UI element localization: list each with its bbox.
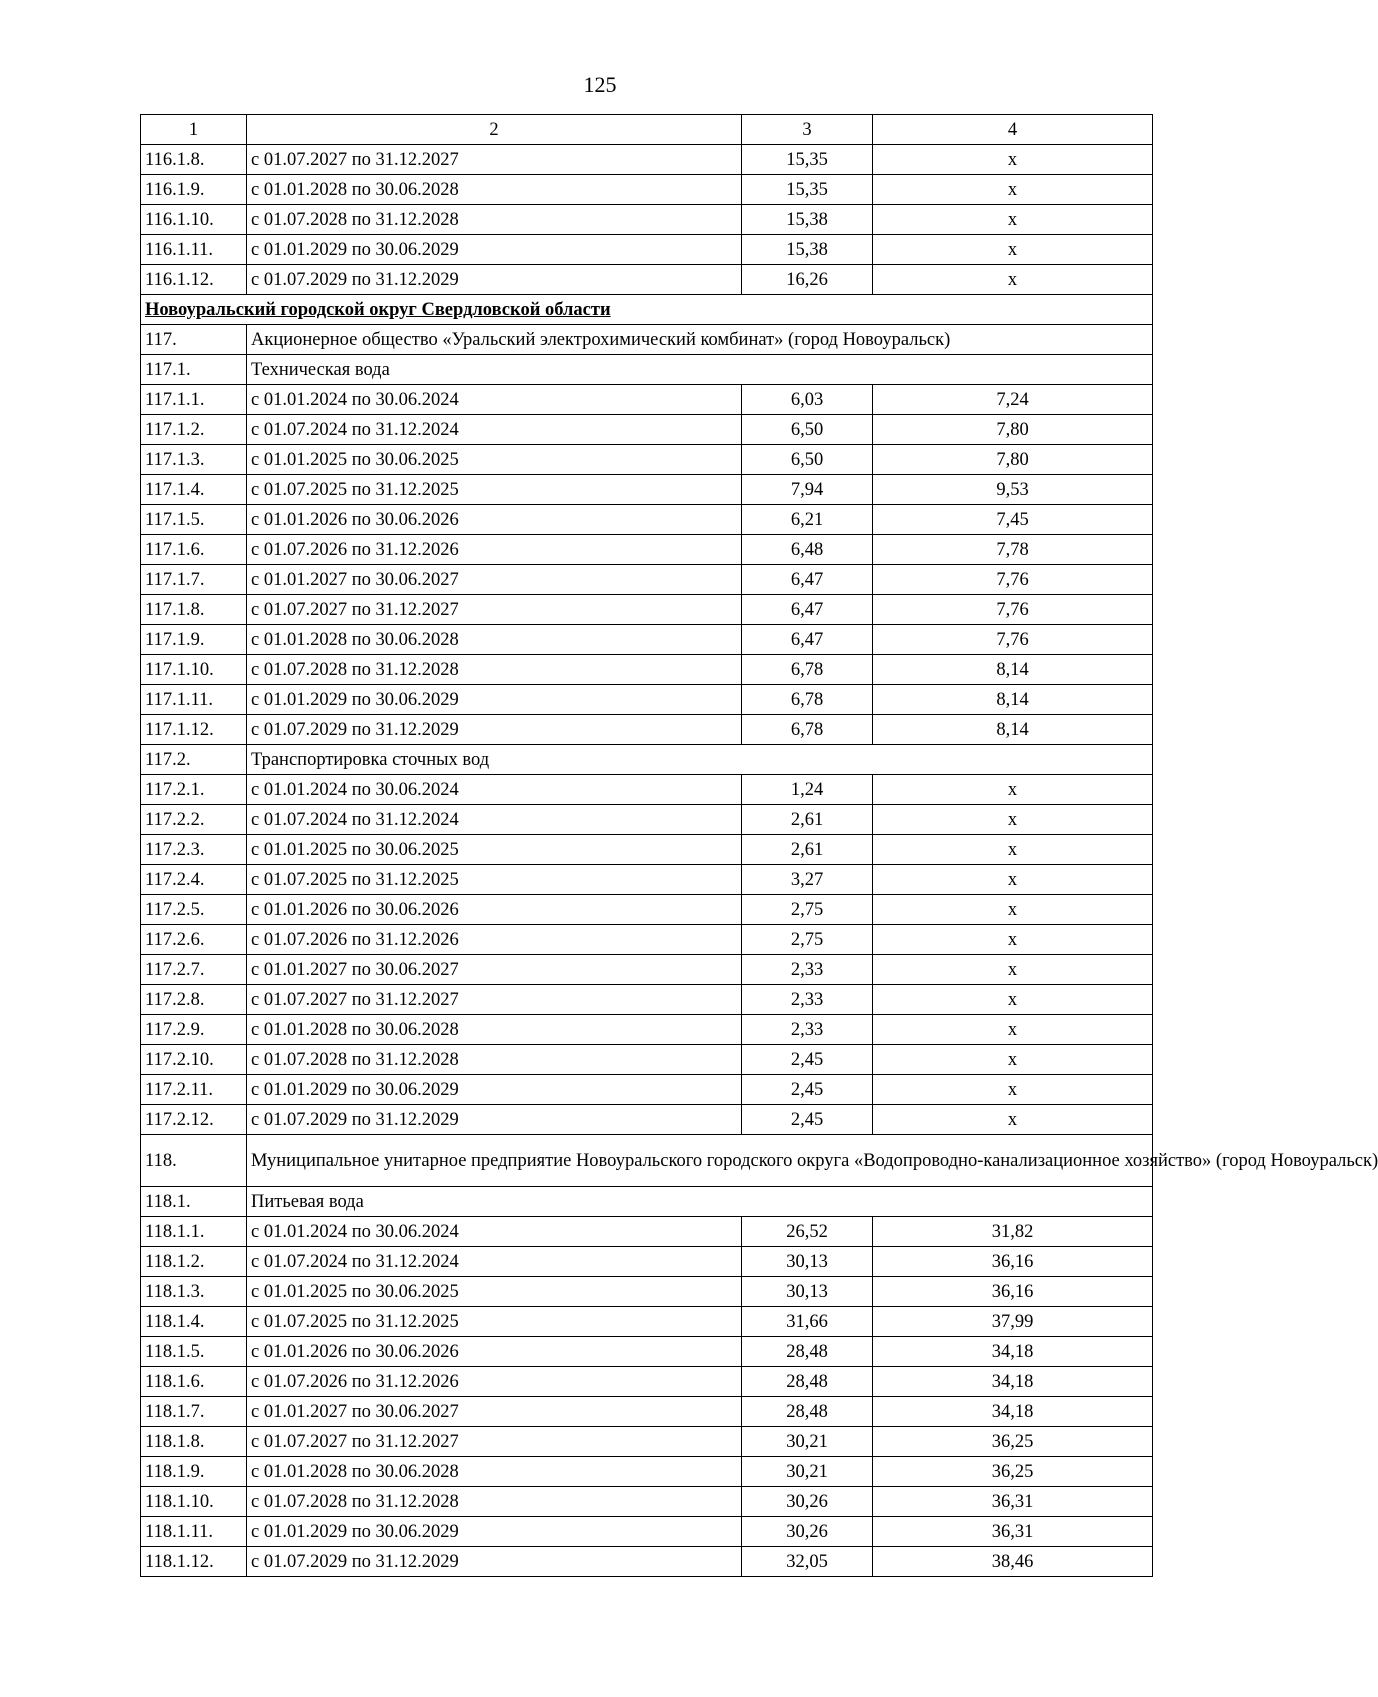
table-row (141, 385, 1153, 415)
tariff-table (140, 114, 1378, 1577)
row-value-col3: 6,47 (742, 565, 873, 595)
row-period: с 01.07.2026 по 31.12.2026 (247, 925, 742, 955)
table-row (141, 1075, 1153, 1105)
row-value-col4: х (873, 1045, 1153, 1075)
table-row (141, 865, 1153, 895)
row-value-col3: 2,75 (742, 895, 873, 925)
row-period: с 01.01.2029 по 30.06.2029 (247, 685, 742, 715)
row-value-col4: 36,16 (873, 1277, 1153, 1307)
row-value-col3: 6,78 (742, 655, 873, 685)
table-row (141, 1277, 1153, 1307)
row-value-col4: 9,53 (873, 475, 1153, 505)
row-value-col3: 2,75 (742, 925, 873, 955)
row-value-col4: 31,82 (873, 1217, 1153, 1247)
row-period: с 01.07.2024 по 31.12.2024 (247, 1247, 742, 1277)
table-row (141, 655, 1153, 685)
table-row (141, 235, 1153, 265)
row-period: с 01.07.2025 по 31.12.2025 (247, 1307, 742, 1337)
row-period: с 01.01.2026 по 30.06.2026 (247, 895, 742, 925)
row-value-col3: 6,50 (742, 445, 873, 475)
row-number: 117.2.1. (141, 775, 247, 805)
row-period: с 01.01.2025 по 30.06.2025 (247, 445, 742, 475)
table-row (141, 1045, 1153, 1075)
table-row (141, 955, 1153, 985)
row-number: 117.2.8. (141, 985, 247, 1015)
row-value-col4: х (873, 205, 1153, 235)
row-period: с 01.01.2027 по 30.06.2027 (247, 1397, 742, 1427)
row-number: 118.1.3. (141, 1277, 247, 1307)
row-number: 116.1.9. (141, 175, 247, 205)
row-value-col3: 6,21 (742, 505, 873, 535)
row-number: 117.2.6. (141, 925, 247, 955)
row-number: 117.1.6. (141, 535, 247, 565)
table-row (141, 925, 1153, 955)
row-value-col3: 15,38 (742, 235, 873, 265)
table-row (141, 1307, 1153, 1337)
row-period: с 01.01.2028 по 30.06.2028 (247, 625, 742, 655)
row-value-col3: 28,48 (742, 1397, 873, 1427)
table-row (141, 985, 1153, 1015)
column-header-3: 3 (742, 115, 873, 145)
row-value-col3: 6,78 (742, 685, 873, 715)
row-number: 117.1.3. (141, 445, 247, 475)
row-value-col4: 7,76 (873, 625, 1153, 655)
table-row (141, 775, 1153, 805)
row-value-col3: 16,26 (742, 265, 873, 295)
row-number: 116.1.10. (141, 205, 247, 235)
row-value-col3: 2,61 (742, 835, 873, 865)
row-value-col3: 30,26 (742, 1487, 873, 1517)
section-number: 117. (141, 325, 247, 355)
tariff-table-body (141, 115, 1378, 1577)
row-number: 117.1.9. (141, 625, 247, 655)
row-value-col4: х (873, 775, 1153, 805)
row-value-col3: 32,05 (742, 1547, 873, 1577)
row-number: 117.1.1. (141, 385, 247, 415)
table-row (141, 205, 1153, 235)
row-value-col4: х (873, 1105, 1153, 1135)
row-value-col3: 31,66 (742, 1307, 873, 1337)
row-period: с 01.07.2027 по 31.12.2027 (247, 595, 742, 625)
row-value-col3: 30,13 (742, 1277, 873, 1307)
row-value-col4: х (873, 1015, 1153, 1045)
row-number: 117.2.2. (141, 805, 247, 835)
row-period: с 01.01.2026 по 30.06.2026 (247, 1337, 742, 1367)
table-row (141, 835, 1153, 865)
row-number: 117.2.3. (141, 835, 247, 865)
row-value-col4: 7,80 (873, 415, 1153, 445)
row-value-col4: 7,78 (873, 535, 1153, 565)
table-row (141, 175, 1153, 205)
row-period: с 01.07.2029 по 31.12.2029 (247, 1547, 742, 1577)
page-number: 125 (583, 72, 617, 97)
section-title: Техническая вода (247, 355, 1153, 385)
row-period: с 01.07.2026 по 31.12.2026 (247, 1367, 742, 1397)
table-row (141, 1337, 1153, 1367)
row-period: с 01.07.2027 по 31.12.2027 (247, 145, 742, 175)
row-value-col3: 6,47 (742, 595, 873, 625)
table-row (141, 1487, 1153, 1517)
row-number: 117.1.2. (141, 415, 247, 445)
row-period: с 01.07.2028 по 31.12.2028 (247, 1487, 742, 1517)
table-row (141, 595, 1153, 625)
row-number: 118.1.1. (141, 1217, 247, 1247)
row-value-col4: х (873, 865, 1153, 895)
row-number: 117.1.5. (141, 505, 247, 535)
table-row (141, 535, 1153, 565)
row-value-col4: 8,14 (873, 685, 1153, 715)
row-value-col3: 15,38 (742, 205, 873, 235)
row-period: с 01.01.2025 по 30.06.2025 (247, 1277, 742, 1307)
row-value-col4: х (873, 835, 1153, 865)
row-number: 117.2.10. (141, 1045, 247, 1075)
row-value-col3: 15,35 (742, 175, 873, 205)
row-period: с 01.07.2026 по 31.12.2026 (247, 535, 742, 565)
table-row (141, 565, 1153, 595)
section-row (141, 1187, 1153, 1217)
row-value-col3: 26,52 (742, 1217, 873, 1247)
row-number: 117.2.9. (141, 1015, 247, 1045)
table-row (141, 1397, 1153, 1427)
row-period: с 01.07.2024 по 31.12.2024 (247, 415, 742, 445)
row-number: 117.2.5. (141, 895, 247, 925)
row-value-col3: 28,48 (742, 1367, 873, 1397)
row-value-col4: 36,31 (873, 1517, 1153, 1547)
row-value-col4: 38,46 (873, 1547, 1153, 1577)
row-number: 117.1.11. (141, 685, 247, 715)
section-number: 118.1. (141, 1187, 247, 1217)
row-value-col3: 2,45 (742, 1045, 873, 1075)
row-value-col3: 30,21 (742, 1457, 873, 1487)
section-title: Акционерное общество «Уральский электрохимический комбинат» (город Новоуральск) (247, 325, 1153, 355)
table-row (141, 265, 1153, 295)
row-value-col4: 36,31 (873, 1487, 1153, 1517)
row-value-col4: 7,76 (873, 565, 1153, 595)
row-value-col4: 34,18 (873, 1367, 1153, 1397)
row-number: 118.1.7. (141, 1397, 247, 1427)
row-value-col4: 8,14 (873, 715, 1153, 745)
row-period: с 01.01.2025 по 30.06.2025 (247, 835, 742, 865)
row-number: 118.1.10. (141, 1487, 247, 1517)
table-row (141, 445, 1153, 475)
row-value-col4: 37,99 (873, 1307, 1153, 1337)
row-value-col3: 28,48 (742, 1337, 873, 1367)
row-period: с 01.01.2028 по 30.06.2028 (247, 1457, 742, 1487)
table-row (141, 805, 1153, 835)
row-period: с 01.01.2024 по 30.06.2024 (247, 385, 742, 415)
table-row (141, 1427, 1153, 1457)
row-value-col3: 30,13 (742, 1247, 873, 1277)
row-period: с 01.01.2027 по 30.06.2027 (247, 955, 742, 985)
row-period: с 01.07.2028 по 31.12.2028 (247, 205, 742, 235)
row-value-col4: х (873, 175, 1153, 205)
row-value-col3: 7,94 (742, 475, 873, 505)
row-value-col4: х (873, 805, 1153, 835)
column-header-4: 4 (873, 115, 1153, 145)
table-row (141, 1105, 1153, 1135)
row-value-col3: 1,24 (742, 775, 873, 805)
row-number: 116.1.8. (141, 145, 247, 175)
table-row (141, 1457, 1153, 1487)
row-value-col3: 6,78 (742, 715, 873, 745)
table-row (141, 625, 1153, 655)
row-value-col4: 34,18 (873, 1397, 1153, 1427)
row-value-col4: х (873, 895, 1153, 925)
row-value-col3: 2,33 (742, 955, 873, 985)
row-period: с 01.07.2029 по 31.12.2029 (247, 1105, 742, 1135)
row-value-col3: 30,21 (742, 1427, 873, 1457)
table-row (141, 415, 1153, 445)
row-period: с 01.01.2028 по 30.06.2028 (247, 1015, 742, 1045)
row-value-col3: 2,33 (742, 985, 873, 1015)
column-header-2: 2 (247, 115, 742, 145)
table-row (141, 1217, 1153, 1247)
table-row (141, 1367, 1153, 1397)
region-heading-row (141, 295, 1153, 325)
table-row (141, 505, 1153, 535)
row-number: 118.1.8. (141, 1427, 247, 1457)
section-row (141, 1135, 1153, 1187)
row-period: с 01.07.2029 по 31.12.2029 (247, 265, 742, 295)
row-value-col3: 6,50 (742, 415, 873, 445)
row-value-col4: х (873, 925, 1153, 955)
row-value-col3: 2,61 (742, 805, 873, 835)
row-period: с 01.07.2027 по 31.12.2027 (247, 985, 742, 1015)
section-number: 118. (141, 1135, 247, 1187)
row-number: 118.1.2. (141, 1247, 247, 1277)
column-header-1: 1 (141, 115, 247, 145)
row-value-col4: х (873, 955, 1153, 985)
row-number: 116.1.12. (141, 265, 247, 295)
row-value-col4: х (873, 235, 1153, 265)
section-title: Транспортировка сточных вод (247, 745, 1153, 775)
row-number: 118.1.5. (141, 1337, 247, 1367)
table-header-row (141, 115, 1153, 145)
row-period: с 01.01.2024 по 30.06.2024 (247, 775, 742, 805)
table-row (141, 1015, 1153, 1045)
row-number: 118.1.11. (141, 1517, 247, 1547)
row-value-col4: 8,14 (873, 655, 1153, 685)
section-row (141, 355, 1153, 385)
row-value-col4: 36,25 (873, 1457, 1153, 1487)
table-row (141, 895, 1153, 925)
section-title: Муниципальное унитарное предприятие Новоуральского городского округа «Водопроводно-канализационное хозяйство» (город Новоуральск) (247, 1135, 1153, 1187)
row-number: 117.2.4. (141, 865, 247, 895)
row-value-col4: 7,24 (873, 385, 1153, 415)
table-row (141, 715, 1153, 745)
region-heading: Новоуральский городской округ Свердловской области (141, 295, 1153, 325)
row-number: 118.1.6. (141, 1367, 247, 1397)
row-period: с 01.07.2028 по 31.12.2028 (247, 655, 742, 685)
row-number: 116.1.11. (141, 235, 247, 265)
row-value-col3: 2,45 (742, 1075, 873, 1105)
row-number: 117.1.4. (141, 475, 247, 505)
row-value-col3: 6,47 (742, 625, 873, 655)
row-value-col4: 7,45 (873, 505, 1153, 535)
row-period: с 01.07.2025 по 31.12.2025 (247, 475, 742, 505)
row-period: с 01.01.2028 по 30.06.2028 (247, 175, 742, 205)
table-row (141, 475, 1153, 505)
row-number: 117.2.11. (141, 1075, 247, 1105)
row-value-col4: х (873, 265, 1153, 295)
table-row (141, 1547, 1153, 1577)
row-period: с 01.07.2028 по 31.12.2028 (247, 1045, 742, 1075)
row-period: с 01.07.2025 по 31.12.2025 (247, 865, 742, 895)
row-number: 117.2.7. (141, 955, 247, 985)
row-value-col3: 15,35 (742, 145, 873, 175)
row-period: с 01.01.2027 по 30.06.2027 (247, 565, 742, 595)
row-value-col4: 36,25 (873, 1427, 1153, 1457)
row-period: с 01.01.2026 по 30.06.2026 (247, 505, 742, 535)
row-number: 118.1.4. (141, 1307, 247, 1337)
table-row (141, 685, 1153, 715)
row-number: 118.1.9. (141, 1457, 247, 1487)
row-period: с 01.01.2029 по 30.06.2029 (247, 1075, 742, 1105)
row-value-col4: х (873, 985, 1153, 1015)
row-value-col4: 7,80 (873, 445, 1153, 475)
table-row (141, 145, 1153, 175)
section-number: 117.2. (141, 745, 247, 775)
row-value-col3: 2,33 (742, 1015, 873, 1045)
section-number: 117.1. (141, 355, 247, 385)
row-number: 117.1.10. (141, 655, 247, 685)
section-row (141, 325, 1153, 355)
row-period: с 01.07.2027 по 31.12.2027 (247, 1427, 742, 1457)
table-row (141, 1517, 1153, 1547)
section-row (141, 745, 1153, 775)
table-row (141, 1247, 1153, 1277)
row-period: с 01.01.2029 по 30.06.2029 (247, 235, 742, 265)
row-number: 117.2.12. (141, 1105, 247, 1135)
row-period: с 01.07.2024 по 31.12.2024 (247, 805, 742, 835)
row-value-col4: 34,18 (873, 1337, 1153, 1367)
row-value-col4: х (873, 1075, 1153, 1105)
row-number: 117.1.7. (141, 565, 247, 595)
row-value-col3: 6,48 (742, 535, 873, 565)
row-value-col3: 2,45 (742, 1105, 873, 1135)
row-period: с 01.07.2029 по 31.12.2029 (247, 715, 742, 745)
row-value-col4: 7,76 (873, 595, 1153, 625)
row-value-col4: 36,16 (873, 1247, 1153, 1277)
row-value-col3: 30,26 (742, 1517, 873, 1547)
row-value-col4: х (873, 145, 1153, 175)
row-period: с 01.01.2024 по 30.06.2024 (247, 1217, 742, 1247)
row-value-col3: 3,27 (742, 865, 873, 895)
row-number: 118.1.12. (141, 1547, 247, 1577)
section-title: Питьевая вода (247, 1187, 1153, 1217)
row-number: 117.1.12. (141, 715, 247, 745)
row-period: с 01.01.2029 по 30.06.2029 (247, 1517, 742, 1547)
row-number: 117.1.8. (141, 595, 247, 625)
row-value-col3: 6,03 (742, 385, 873, 415)
